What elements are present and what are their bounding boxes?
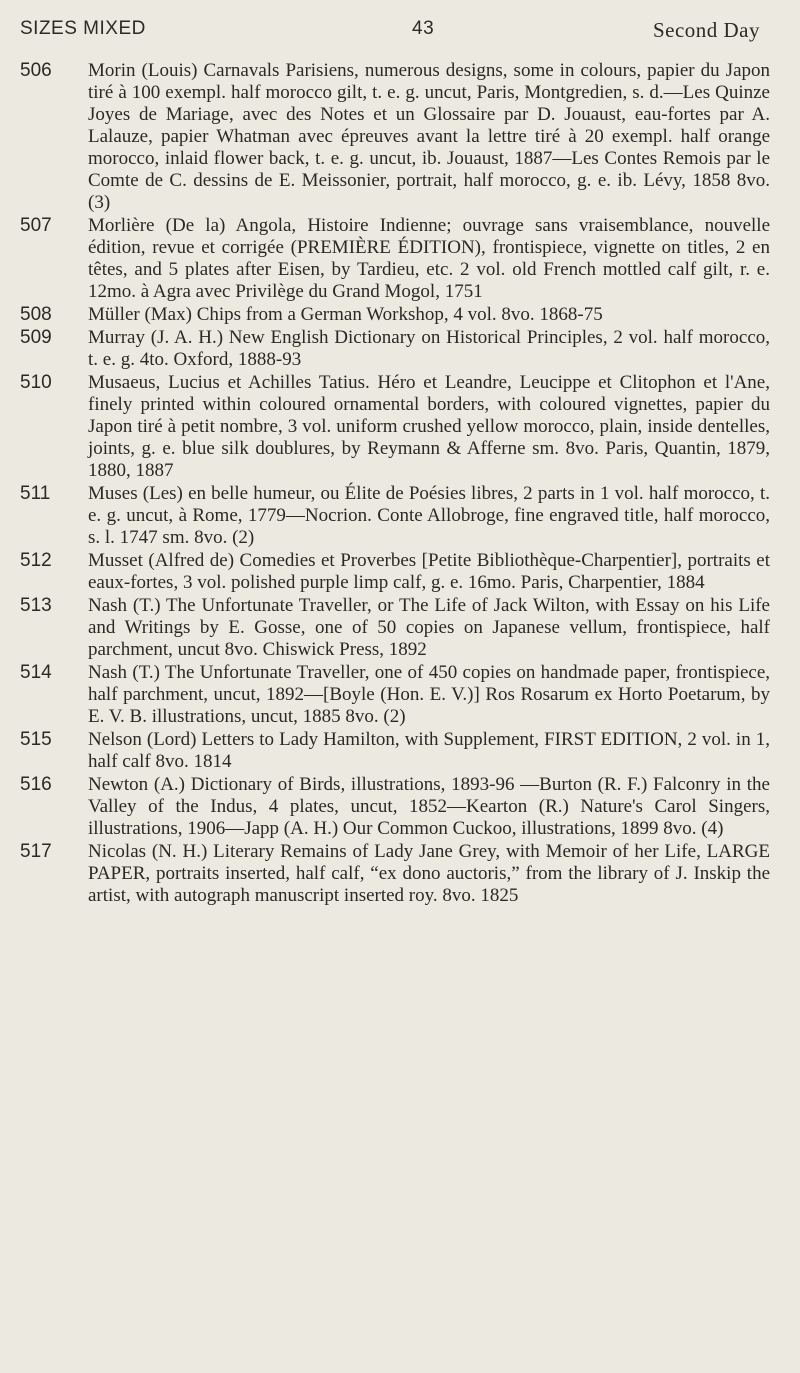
header-page-number: 43 (412, 18, 435, 39)
lot-entry (20, 372, 770, 482)
lot-entry (20, 60, 770, 214)
lot-entry (20, 841, 770, 907)
lot-number: 507 (20, 215, 52, 236)
lot-entry (20, 327, 770, 371)
lot-description: Nelson (Lord) Letters to Lady Hamilton, with Supplement, FIRST EDITION, 2 vol. in 1, half calf 8vo. 1814 (88, 729, 770, 772)
lot-description: Muses (Les) en belle humeur, ou Élite de Poésies libres, 2 parts in 1 vol. half morocco, t. e. g. uncut, à Rome, 1779—Nocrion. Conte Allobroge, fine engraved title, half morocco, s. l. 1747 sm. 8vo. (2) (88, 483, 770, 548)
lot-entry (20, 595, 770, 661)
lot-list (20, 60, 770, 908)
lot-number: 514 (20, 662, 52, 683)
header-section-title: SIZES MIXED (20, 18, 146, 39)
lot-number: 517 (20, 841, 52, 862)
lot-description: Morin (Louis) Carnavals Parisiens, numerous designs, some in colours, papier du Japon tiré à 100 exempl. half morocco gilt, t. e. g. uncut, Paris, Montgredien, s. d.—Les Quinze Joyes de Mariage, avec des Notes et un Glossaire par D. Jouaust, eau-fortes par A. Lalauze, papier Whatman avec épreuves avant la lettre tiré à 20 exempl. half orange morocco, inlaid flower back, t. e. g. uncut, ib. Jouaust, 1887—Les Contes Remois par le Comte de C. dessins de E. Meissonier, portrait, half morocco, g. e. ib. Lévy, 1858 8vo. (3) (88, 60, 770, 213)
lot-description: Müller (Max) Chips from a German Workshop, 4 vol. 8vo. 1868-75 (88, 304, 603, 325)
lot-entry (20, 774, 770, 840)
page-header (20, 18, 760, 48)
lot-entry (20, 662, 770, 728)
lot-number: 515 (20, 729, 52, 750)
lot-description: Murray (J. A. H.) New English Dictionary on Historical Principles, 2 vol. half morocco, t. e. g. 4to. Oxford, 1888-93 (88, 327, 770, 370)
header-sale-day: Second Day (652, 18, 760, 42)
lot-number: 512 (20, 550, 52, 571)
lot-entry (20, 729, 770, 773)
lot-description: Musaeus, Lucius et Achilles Tatius. Héro et Leandre, Leucippe et Clitophon et l'Ane, finely printed within coloured ornamental borders, with coloured vignettes, papier du Japon tiré à petit nombre, 3 vol. uniform crushed yellow morocco, plain, inside dentelles, joints, g. e. blue silk doublures, by Reymann & Afferne sm. 8vo. Paris, Quantin, 1879, 1880, 1887 (88, 372, 770, 481)
lot-number: 511 (20, 483, 51, 504)
lot-description: Newton (A.) Dictionary of Birds, illustrations, 1893-96 —Burton (R. F.) Falconry in the Valley of the Indus, 4 plates, uncut, 1852—Kearton (R.) Nature's Carol Singers, illustrations, 1906—Japp (A. H.) Our Common Cuckoo, illustrations, 1899 8vo. (4) (88, 774, 770, 839)
lot-description: Nash (T.) The Unfortunate Traveller, one of 450 copies on handmade paper, frontispiece, half parchment, uncut, 1892—[Boyle (Hon. E. V.)] Ros Rosarum ex Horto Poetarum, by E. V. B. illustrations, uncut, 1885 8vo. (2) (88, 662, 770, 727)
lot-description: Nicolas (N. H.) Literary Remains of Lady Jane Grey, with Memoir of her Life, LARGE PAPER, portraits inserted, half calf, “ex dono auctoris,” from the library of J. Inskip the artist, with autograph manuscript inserted roy. 8vo. 1825 (88, 841, 770, 906)
lot-description: Morlière (De la) Angola, Histoire Indienne; ouvrage sans vraisemblance, nouvelle édition, revue et corrigée (PREMIÈRE ÉDITION), frontispiece, vignette on titles, 2 en têtes, and 5 plates after Eisen, by Tardieu, etc. 2 vol. old French mottled calf gilt, r. e. 12mo. à Agra avec Privilège du Grand Mogol, 1751 (88, 215, 770, 302)
lot-entry (20, 550, 770, 594)
lot-number: 513 (20, 595, 52, 616)
lot-entry (20, 304, 770, 326)
lot-description: Nash (T.) The Unfortunate Traveller, or The Life of Jack Wilton, with Essay on his Life and Writings by E. Gosse, one of 50 copies on Japanese vellum, frontispiece, half parchment, uncut 8vo. Chiswick Press, 1892 (88, 595, 770, 660)
lot-entry (20, 483, 770, 549)
lot-number: 510 (20, 372, 52, 393)
lot-number: 516 (20, 774, 52, 795)
lot-number: 508 (20, 304, 52, 325)
lot-entry (20, 215, 770, 303)
lot-number: 506 (20, 60, 52, 81)
lot-description: Musset (Alfred de) Comedies et Proverbes [Petite Bibliothèque-Charpentier], portraits et eaux-fortes, 3 vol. polished purple limp calf, g. e. 16mo. Paris, Charpentier, 1884 (88, 550, 770, 593)
lot-number: 509 (20, 327, 52, 348)
